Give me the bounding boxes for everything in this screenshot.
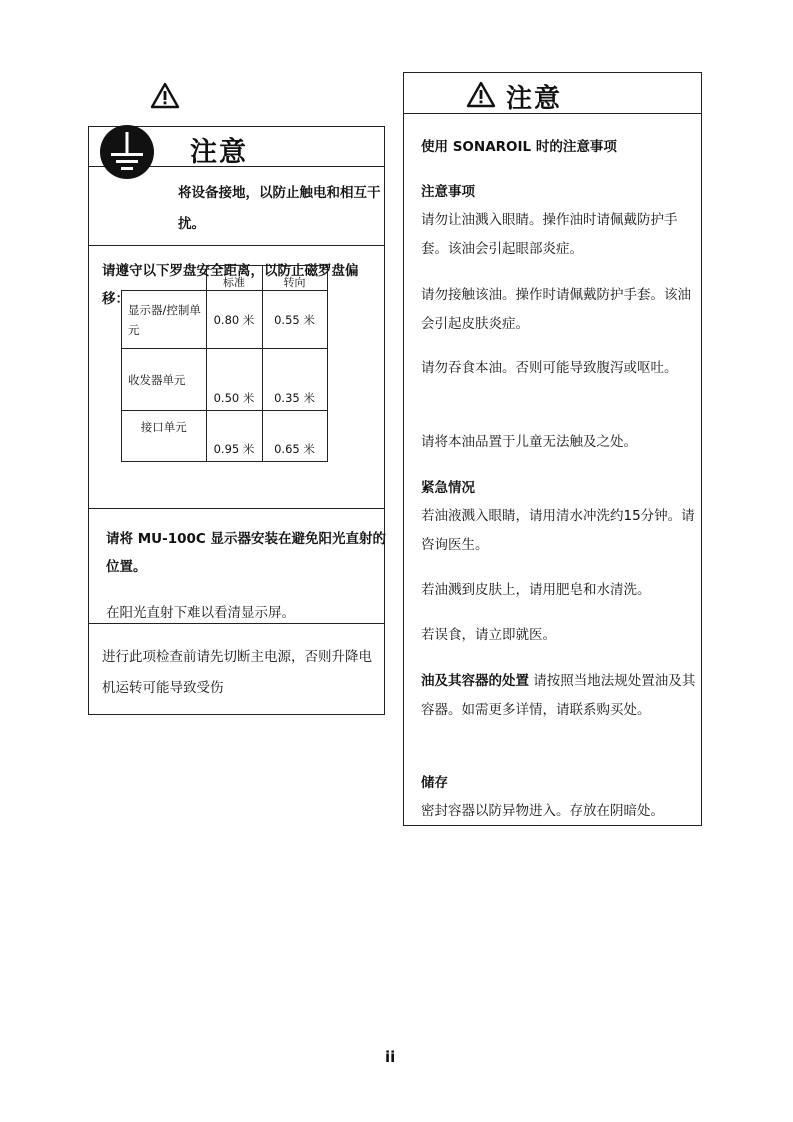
ground-icon	[99, 124, 155, 180]
table-cell: 0.55 米	[262, 291, 327, 349]
table-header-steering: 转向	[262, 266, 327, 291]
table-cell: 显示器/控制单元	[122, 291, 207, 349]
table-row	[122, 291, 328, 349]
sonaroil-heading: 使用 SONAROIL 时的注意事项	[421, 139, 617, 155]
table-cell: 接口单元	[122, 411, 207, 462]
warning-triangle-icon	[150, 82, 180, 110]
left-caution-title: 注意	[190, 137, 248, 168]
table-row	[122, 349, 328, 411]
divider	[88, 245, 385, 246]
compass-distance-instruction: 请遵守以下罗盘安全距离，以防止磁罗盘偏移：	[102, 263, 359, 307]
precautions-title: 注意事项	[421, 184, 475, 200]
storage-title: 储存	[421, 775, 448, 791]
sunlight-note: 在阳光直射下难以看清显示屏。	[106, 605, 295, 621]
table-header-row	[122, 266, 328, 291]
precaution-item: 请勿接触该油。操作时请佩戴防护手套。该油会引起皮肤炎症。	[421, 287, 691, 332]
emergency-item: 若误食，请立即就医。	[421, 627, 556, 643]
table-cell: 0.95 米	[206, 411, 262, 462]
disposal-text: 请按照当地法规处置油及其容器。如需更多详情，请联系购买处。	[421, 673, 696, 718]
table-cell: 0.65 米	[262, 411, 327, 462]
compass-distance-table	[121, 265, 328, 462]
disposal-section	[421, 667, 696, 725]
table-cell: 收发器单元	[122, 349, 207, 411]
warning-triangle-icon	[466, 81, 496, 109]
divider	[88, 623, 385, 624]
table-header-standard: 标准	[206, 266, 262, 291]
table-cell: 0.80 米	[206, 291, 262, 349]
disposal-title: 油及其容器的处置	[421, 673, 529, 689]
page-number: ii	[385, 1048, 396, 1066]
table-header	[122, 266, 207, 291]
emergency-item: 若油溅到皮肤上，请用肥皂和水清洗。	[421, 582, 651, 598]
precaution-item: 请将本油品置于儿童无法触及之处。	[421, 434, 637, 450]
power-off-instruction: 进行此项检查前请先切断主电源，否则升降电机运转可能导致受伤	[102, 649, 372, 696]
emergency-item: 若油液溅入眼睛，请用清水冲洗约15分钟。请咨询医生。	[421, 508, 695, 553]
table-cell: 0.50 米	[206, 349, 262, 411]
storage-text: 密封容器以防异物进入。存放在阴暗处。	[421, 803, 664, 819]
right-caution-title: 注意	[506, 84, 563, 114]
divider	[88, 508, 385, 509]
precaution-item: 请勿吞食本油。否则可能导致腹泻或呕吐。	[421, 360, 678, 376]
emergency-title: 紧急情况	[421, 480, 475, 496]
sunlight-instruction: 请将 MU-100C 显示器安装在避免阳光直射的位置。	[106, 531, 386, 575]
table-cell: 0.35 米	[262, 349, 327, 411]
table-row	[122, 411, 328, 462]
ground-instruction: 将设备接地，以防止触电和相互干扰。	[178, 185, 381, 232]
precaution-item: 请勿让油溅入眼睛。操作油时请佩戴防护手套。该油会引起眼部炎症。	[421, 212, 678, 257]
